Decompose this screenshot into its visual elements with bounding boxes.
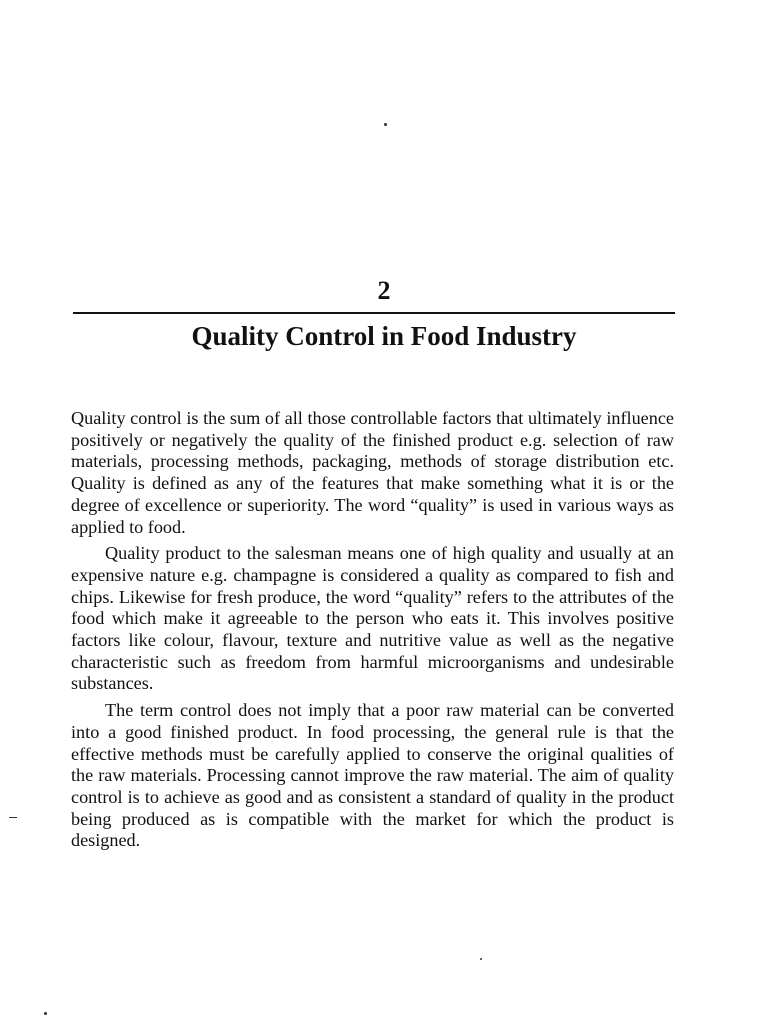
- chapter-divider: [73, 312, 675, 314]
- scan-speck: [480, 958, 482, 960]
- chapter-body: [71, 408, 674, 857]
- scan-speck: [384, 123, 387, 126]
- paragraph-2: Quality product to the salesman means one of high quality and usually at an expensive nature e.g. champagne is considered a quality as compared to fish and chips. Likewise for fresh produce, the word “quality” refers to the attributes of the food which make it agreeable to the person who eats it. This involves positive factors like colour, flavour, texture and nutritive value as well as the negative characteristic such as freedom from harmful microorganisms and undesirable substances.: [71, 543, 674, 694]
- paragraph-1: Quality control is the sum of all those controllable factors that ultimately influence positively or negatively the quality of the finished product e.g. selection of raw materials, processing methods, packaging, methods of storage distribution etc. Quality is defined as any of the features that make something what it is or the degree of excellence or superiority. The word “quality” is used in various ways as applied to food.: [71, 408, 674, 537]
- paragraph-3: The term control does not imply that a poor raw material can be converted into a good finished product. In food processing, the general rule is that the effective methods must be carefully applied to conserve the original qualities of the raw materials. Processing cannot improve the raw material. The aim of quality control is to achieve as good and as consistent a standard of quality in the product being produced as is compatible with the market for which the product is designed.: [71, 700, 674, 851]
- scan-speck: [9, 817, 17, 818]
- chapter-title: Quality Control in Food Industry: [191, 321, 577, 351]
- scan-speck: [44, 1012, 47, 1015]
- chapter-number: 2: [377, 276, 391, 305]
